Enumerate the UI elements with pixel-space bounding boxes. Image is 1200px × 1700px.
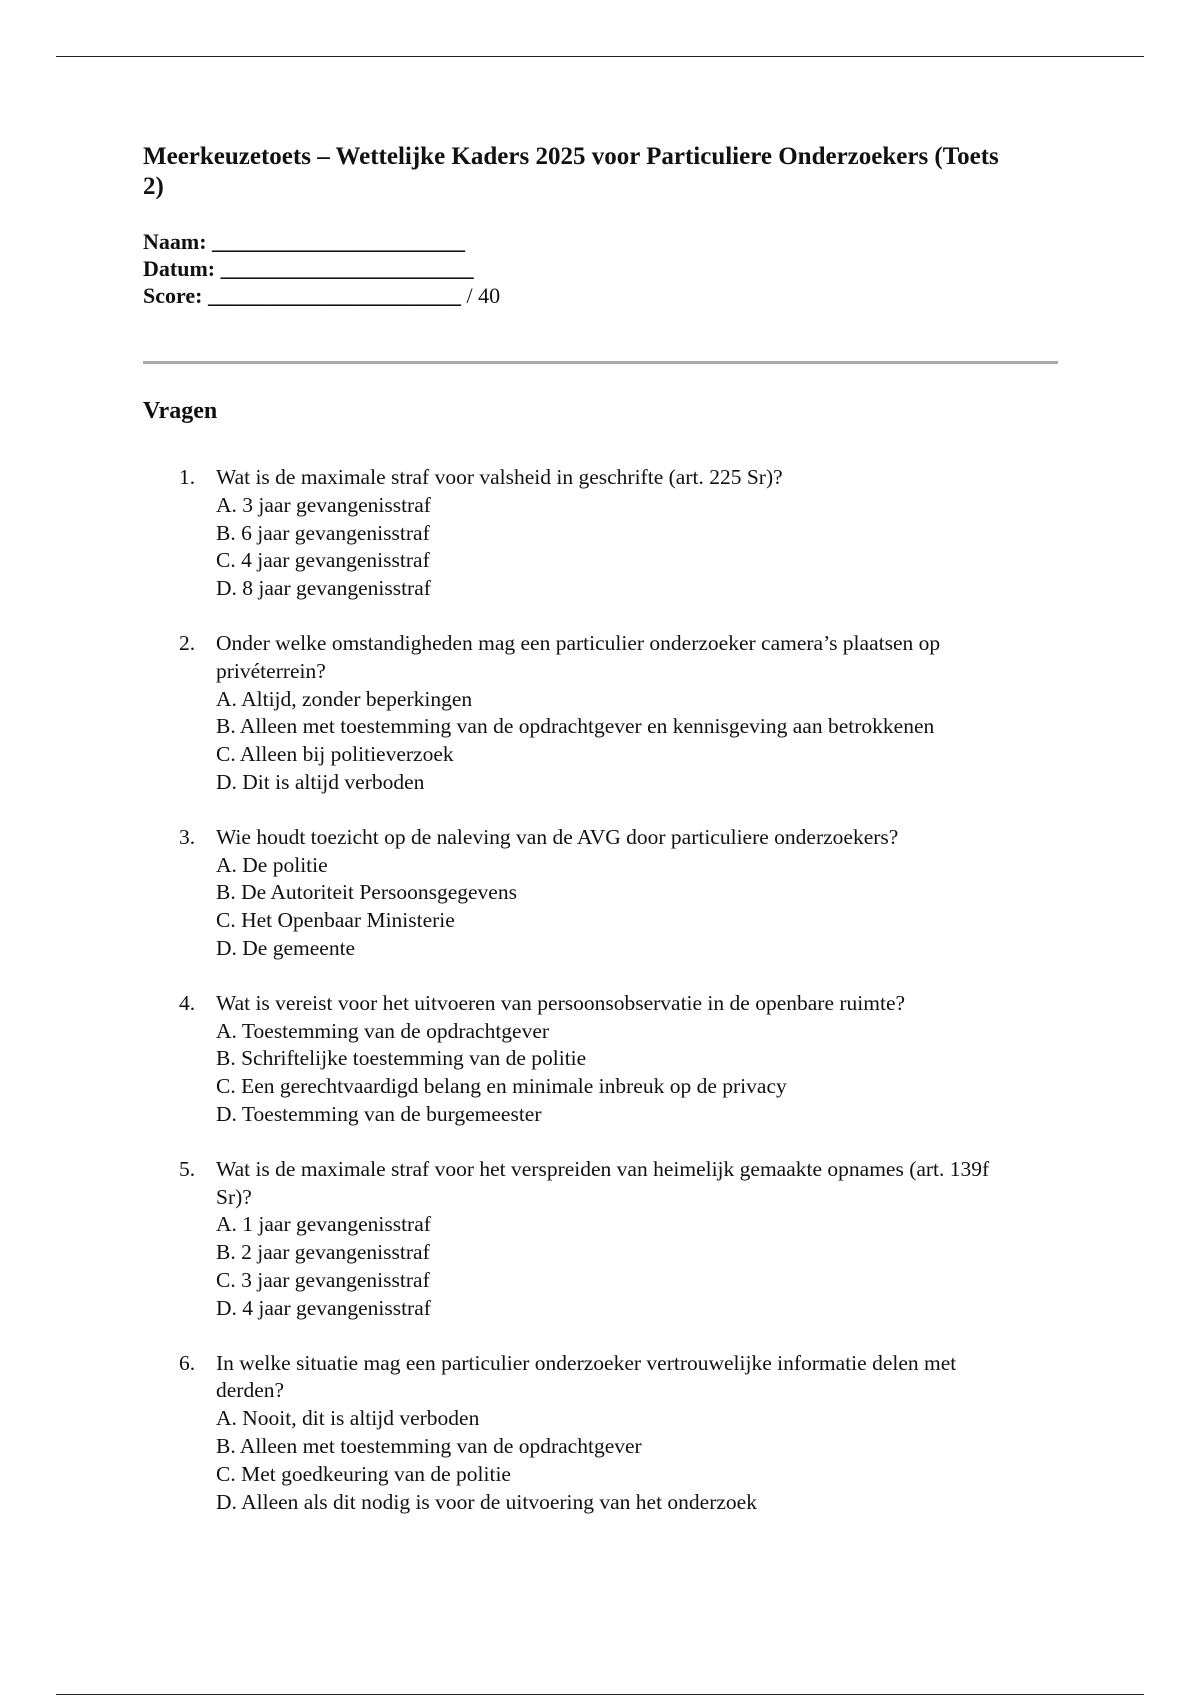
answer-option: D. De gemeente xyxy=(216,935,356,960)
answer-option: C. Het Openbaar Ministerie xyxy=(216,908,455,933)
answer-option: D. Dit is altijd verboden xyxy=(216,769,425,794)
answer-option: C. 3 jaar gevangenisstraf xyxy=(216,1267,430,1292)
date-blank: _______________________ xyxy=(220,256,474,281)
answer-option: B. Alleen met toestemming van de opdrachtgever en kennisgeving aan betrokkenen xyxy=(216,714,935,739)
answer-option: A. De politie xyxy=(216,852,328,877)
answer-option: A. Toestemming van de opdrachtgever xyxy=(216,1018,550,1043)
page-bottom-rule xyxy=(56,1694,1144,1695)
score-label: Score: xyxy=(143,283,203,308)
date-field xyxy=(143,255,1063,282)
answer-option: A. Nooit, dit is altijd verboden xyxy=(216,1406,480,1431)
answer-option: B. 6 jaar gevangenisstraf xyxy=(216,520,430,545)
answer-option: D. 4 jaar gevangenisstraf xyxy=(216,1295,431,1320)
question-text: Wat is de maximale straf voor het verspreiden van heimelijk gemaakte opnames (art. 139f Sr)? xyxy=(216,1156,990,1209)
question-item xyxy=(143,1156,1023,1323)
date-label: Datum: xyxy=(143,256,216,281)
question-text: Wat is vereist voor het uitvoeren van persoonsobservatie in de openbare ruimte? xyxy=(216,990,906,1015)
score-total: / 40 xyxy=(460,283,501,308)
answer-option: A. 3 jaar gevangenisstraf xyxy=(216,492,431,517)
page-top-rule xyxy=(56,56,1144,57)
answer-option: D. Alleen als dit nodig is voor de uitvoering van het onderzoek xyxy=(216,1489,757,1514)
score-field xyxy=(143,282,1063,309)
score-blank: _______________________ xyxy=(207,283,461,308)
name-label: Naam: xyxy=(143,229,207,254)
header-fields xyxy=(143,228,1063,309)
question-number: 5. xyxy=(179,1156,196,1181)
question-item xyxy=(143,824,1023,963)
answer-option: D. 8 jaar gevangenisstraf xyxy=(216,576,431,601)
question-number: 2. xyxy=(179,630,196,655)
question-text: Wat is de maximale straf voor valsheid in geschrifte (art. 225 Sr)? xyxy=(216,465,783,489)
question-number: 1. xyxy=(179,465,196,489)
section-divider xyxy=(143,361,1058,364)
answer-option: B. 2 jaar gevangenisstraf xyxy=(216,1240,430,1265)
answer-option: B. Schriftelijke toestemming van de politie xyxy=(216,1046,587,1071)
answer-option: D. Toestemming van de burgemeester xyxy=(216,1101,542,1126)
question-item xyxy=(143,464,1023,603)
answer-option: A. 1 jaar gevangenisstraf xyxy=(216,1212,431,1237)
question-text: Wie houdt toezicht op de naleving van de AVG door particuliere onderzoekers? xyxy=(216,824,899,849)
name-blank: _______________________ xyxy=(212,229,466,254)
question-number: 3. xyxy=(179,824,196,849)
question-item xyxy=(143,1350,1023,1517)
document-title: Meerkeuzetoets – Wettelijke Kaders 2025 voor Particuliere Onderzoekers (Toets 2) xyxy=(143,143,999,200)
answer-option: B. De Autoriteit Persoonsgegevens xyxy=(216,880,517,905)
answer-option: C. Alleen bij politieverzoek xyxy=(216,742,454,767)
answer-option: A. Altijd, zonder beperkingen xyxy=(216,686,473,711)
document-body xyxy=(143,142,1063,1543)
question-item xyxy=(143,990,1023,1129)
question-number: 4. xyxy=(179,990,196,1015)
question-text: Onder welke omstandigheden mag een particulier onderzoeker camera’s plaatsen op privéterrein? xyxy=(216,630,941,683)
question-list xyxy=(143,464,1063,1516)
question-text: In welke situatie mag een particulier onderzoeker vertrouwelijke informatie delen met derden? xyxy=(216,1350,957,1403)
name-field xyxy=(143,228,1063,255)
section-heading: Vragen xyxy=(143,398,218,424)
answer-option: B. Alleen met toestemming van de opdrachtgever xyxy=(216,1433,642,1458)
question-item xyxy=(143,630,1023,797)
answer-option: C. Een gerechtvaardigd belang en minimale inbreuk op de privacy xyxy=(216,1074,787,1099)
answer-option: C. 4 jaar gevangenisstraf xyxy=(216,548,430,573)
answer-option: C. Met goedkeuring van de politie xyxy=(216,1461,511,1486)
question-number: 6. xyxy=(179,1350,196,1375)
